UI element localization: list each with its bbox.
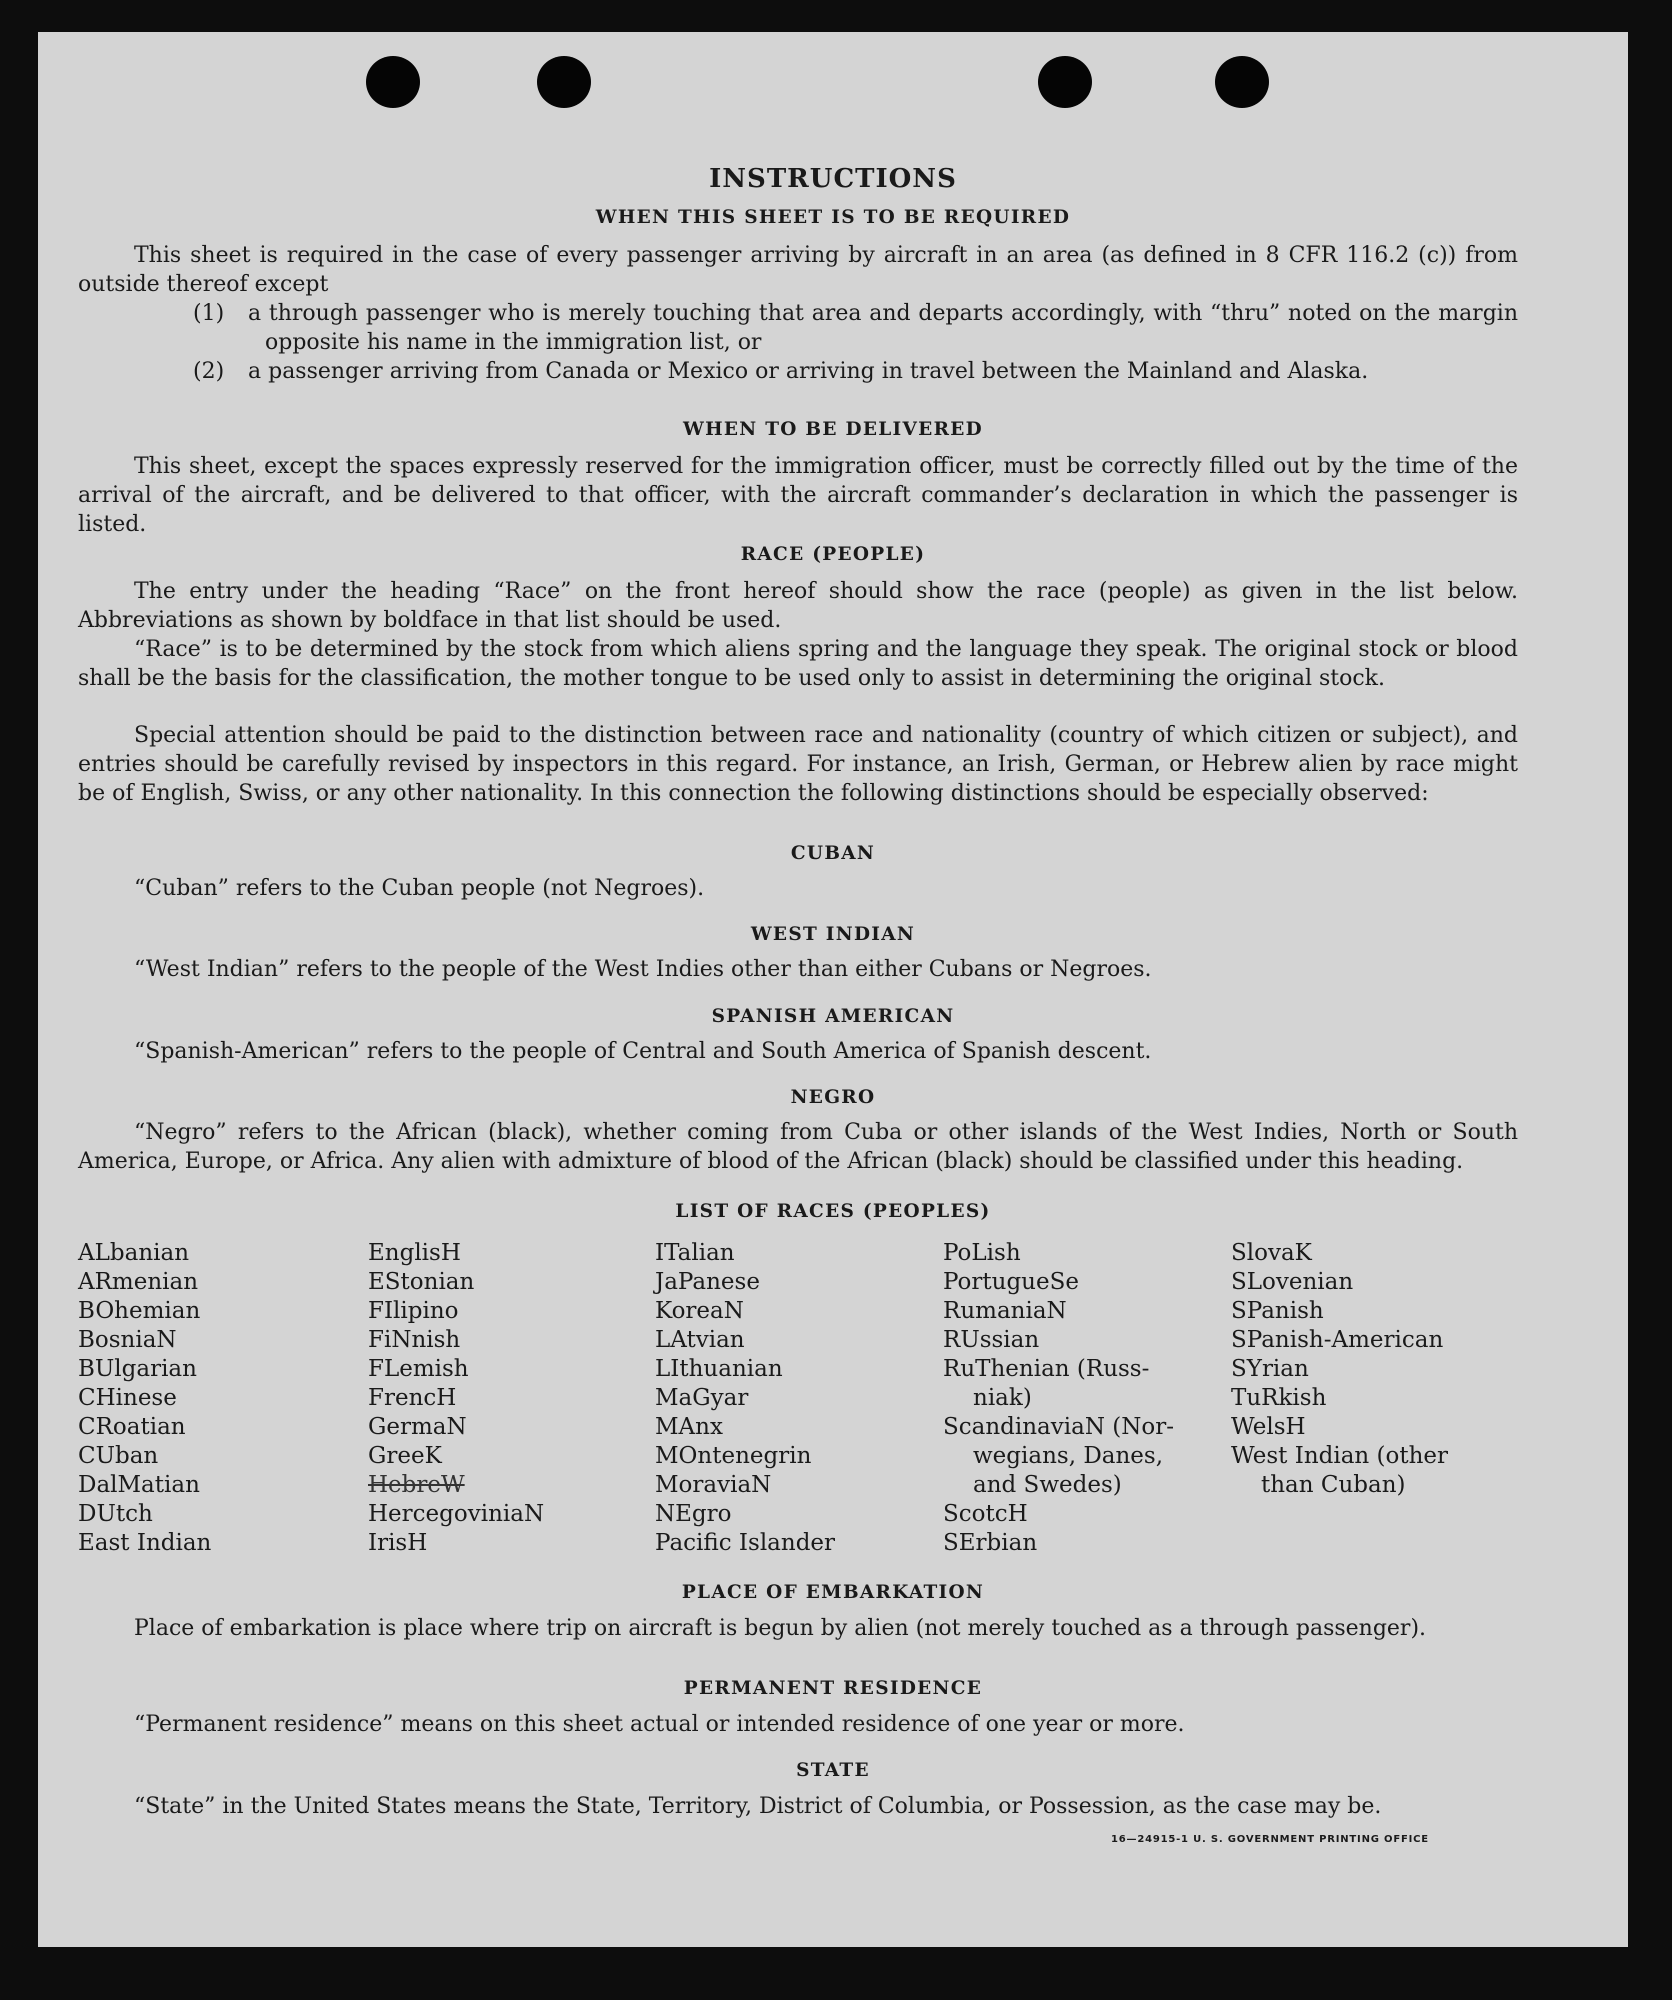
item-text: a through passenger who is merely touching that area and departs accordingly, with “thru” noted on the margin opposite his name in the immigration list, or: [248, 301, 1518, 355]
exception-item-2: [193, 357, 1518, 386]
heading-list-of-races: LIST OF RACES (PEOPLES): [675, 1201, 991, 1222]
heading-negro: NEGRO: [790, 1087, 876, 1108]
residence-text: “Permanent residence” means on this sheet actual or intended residence of one year or more.: [134, 1712, 1185, 1737]
race-entry: DalMatian: [78, 1472, 200, 1498]
heading-spanish-american: SPANISH AMERICAN: [711, 1006, 955, 1027]
race-entry: RUssian: [943, 1327, 1040, 1353]
race-entry: ScandinaviaN (Nor-: [943, 1414, 1174, 1440]
race-paragraph-2: “Race” is to be determined by the stock from which aliens spring and the language they speak. The original stock or blood shall be the basis for the classification, the mother tongue to be used only to assist in determining the original stock.: [78, 637, 1518, 691]
race-entry: PortugueSe: [943, 1269, 1079, 1295]
race-entry: EnglisH: [368, 1240, 461, 1266]
race-entry: HercegoviniaN: [368, 1501, 545, 1527]
heading-place-of-embarkation: PLACE OF EMBARKATION: [681, 1582, 985, 1603]
race-entry: East Indian: [78, 1530, 212, 1556]
race-entry: CRoatian: [78, 1414, 186, 1440]
race-entry: RuThenian (Russ-: [943, 1356, 1150, 1382]
race-entry: SPanish: [1231, 1298, 1324, 1324]
punch-hole: [366, 56, 420, 108]
printer-imprint: 16—24915-1 U. S. GOVERNMENT PRINTING OFFICE: [1111, 1834, 1429, 1845]
race-entry: FLemish: [368, 1356, 469, 1382]
races-column-5: [1231, 1239, 1448, 1500]
when-delivered-text: This sheet, except the spaces expressly reserved for the immigration officer, must be correctly filled out by the time of the arrival of the aircraft, and be delivered to that officer, with the aircraft commander’s declaration in which the passenger is listed.: [78, 454, 1518, 537]
west-indian-text: “West Indian” refers to the people of the West Indies other than either Cubans or Negroes.: [134, 957, 1152, 982]
heading-cuban: CUBAN: [790, 843, 876, 864]
race-entry: Pacific Islander: [655, 1530, 836, 1556]
heading-state: STATE: [796, 1760, 870, 1781]
race-entry: SLovenian: [1231, 1269, 1354, 1295]
punch-hole: [1038, 56, 1092, 108]
race-entry-continued: wegians, Danes,: [973, 1443, 1164, 1469]
race-entry: MOntenegrin: [655, 1443, 812, 1469]
punch-hole: [537, 56, 591, 108]
race-entry: SlovaK: [1231, 1240, 1312, 1266]
item-number: (2): [193, 359, 225, 384]
race-entry: GermaN: [368, 1414, 467, 1440]
race-entry: MAnx: [655, 1414, 723, 1440]
races-column-2: [368, 1239, 544, 1558]
item-number: (1): [193, 301, 225, 326]
race-entry: MaGyar: [655, 1385, 749, 1411]
race-entry: MoraviaN: [655, 1472, 772, 1498]
when-required-intro: This sheet is required in the case of every passenger arriving by aircraft in an area (as defined in 8 CFR 116.2 (c)) from outside thereof except: [78, 243, 1518, 297]
race-entry: EStonian: [368, 1269, 475, 1295]
races-column-1: [78, 1239, 211, 1558]
heading-when-delivered: WHEN TO BE DELIVERED: [683, 419, 983, 440]
cuban-text: “Cuban” refers to the Cuban people (not Negroes).: [134, 876, 705, 901]
race-entry-continued: and Swedes): [973, 1472, 1122, 1498]
race-entry: WelsH: [1231, 1414, 1306, 1440]
race-entry: PoLish: [943, 1240, 1021, 1266]
races-column-4: [943, 1239, 1174, 1558]
heading-race: RACE (PEOPLE): [740, 544, 926, 565]
race-entry: KoreaN: [655, 1298, 744, 1324]
race-entry: BosniaN: [78, 1327, 177, 1353]
punch-hole: [1215, 56, 1269, 108]
race-paragraph-1: The entry under the heading “Race” on the front hereof should show the race (people) as given in the list below. Abbreviations as shown by boldface in that list should be used.: [78, 579, 1518, 633]
race-entry: LAtvian: [655, 1327, 745, 1353]
race-entry: FIlipino: [368, 1298, 459, 1324]
state-text: “State” in the United States means the State, Territory, District of Columbia, or Possession, as the case may be.: [134, 1794, 1382, 1819]
race-entry: West Indian (other: [1231, 1443, 1449, 1469]
race-entry: LIthuanian: [655, 1356, 783, 1382]
race-entry: DUtch: [78, 1501, 153, 1527]
spanish-american-text: “Spanish-American” refers to the people of Central and South America of Spanish descent.: [134, 1039, 1152, 1064]
race-entry: ITalian: [655, 1240, 735, 1266]
instruction-sheet: [38, 32, 1628, 1947]
races-column-3: [655, 1239, 835, 1558]
race-entry: GreeK: [368, 1443, 442, 1469]
embarkation-text: Place of embarkation is place where trip on aircraft is begun by alien (not merely touched as a through passenger).: [134, 1616, 1427, 1641]
race-entry: SYrian: [1231, 1356, 1309, 1382]
race-entry: RumaniaN: [943, 1298, 1067, 1324]
heading-when-required: WHEN THIS SHEET IS TO BE REQUIRED: [595, 207, 1071, 228]
race-entry: IrisH: [368, 1530, 428, 1556]
race-entry: ScotcH: [943, 1501, 1028, 1527]
page-title: INSTRUCTIONS: [709, 164, 957, 194]
race-paragraph-3: Special attention should be paid to the distinction between race and nationality (country of which citizen or subject), and entries should be carefully revised by inspectors in this regard. For instance, an Irish, German, or Hebrew alien by race might be of English, Swiss, or any other nationality. In this connection the following distinctions should be especially observed:: [78, 723, 1518, 806]
race-entry: FrencH: [368, 1385, 457, 1411]
race-entry-struck: HebreW: [368, 1472, 465, 1498]
heading-west-indian: WEST INDIAN: [750, 924, 916, 945]
race-entry: SPanish-American: [1231, 1327, 1444, 1353]
exception-item-1: [193, 299, 1518, 357]
race-entry: FiNnish: [368, 1327, 461, 1353]
heading-permanent-residence: PERMANENT RESIDENCE: [683, 1678, 983, 1699]
race-entry: SErbian: [943, 1530, 1038, 1556]
race-entry: ARmenian: [78, 1269, 199, 1295]
race-entry: CHinese: [78, 1385, 177, 1411]
race-entry: ALbanian: [78, 1240, 190, 1266]
race-entry-continued: than Cuban): [1261, 1472, 1406, 1498]
race-entry: JaPanese: [655, 1269, 760, 1295]
race-entry: TuRkish: [1231, 1385, 1327, 1411]
race-entry: BUlgarian: [78, 1356, 197, 1382]
race-entry: BOhemian: [78, 1298, 201, 1324]
negro-text: “Negro” refers to the African (black), whether coming from Cuba or other islands of the West Indies, North or South America, Europe, or Africa. Any alien with admixture of blood of the African (black) should be classified under this heading.: [78, 1120, 1518, 1174]
race-entry: CUban: [78, 1443, 159, 1469]
item-text: a passenger arriving from Canada or Mexico or arriving in travel between the Mainland and Alaska.: [248, 359, 1369, 384]
race-entry-continued: niak): [973, 1385, 1032, 1411]
race-entry: NEgro: [655, 1501, 732, 1527]
